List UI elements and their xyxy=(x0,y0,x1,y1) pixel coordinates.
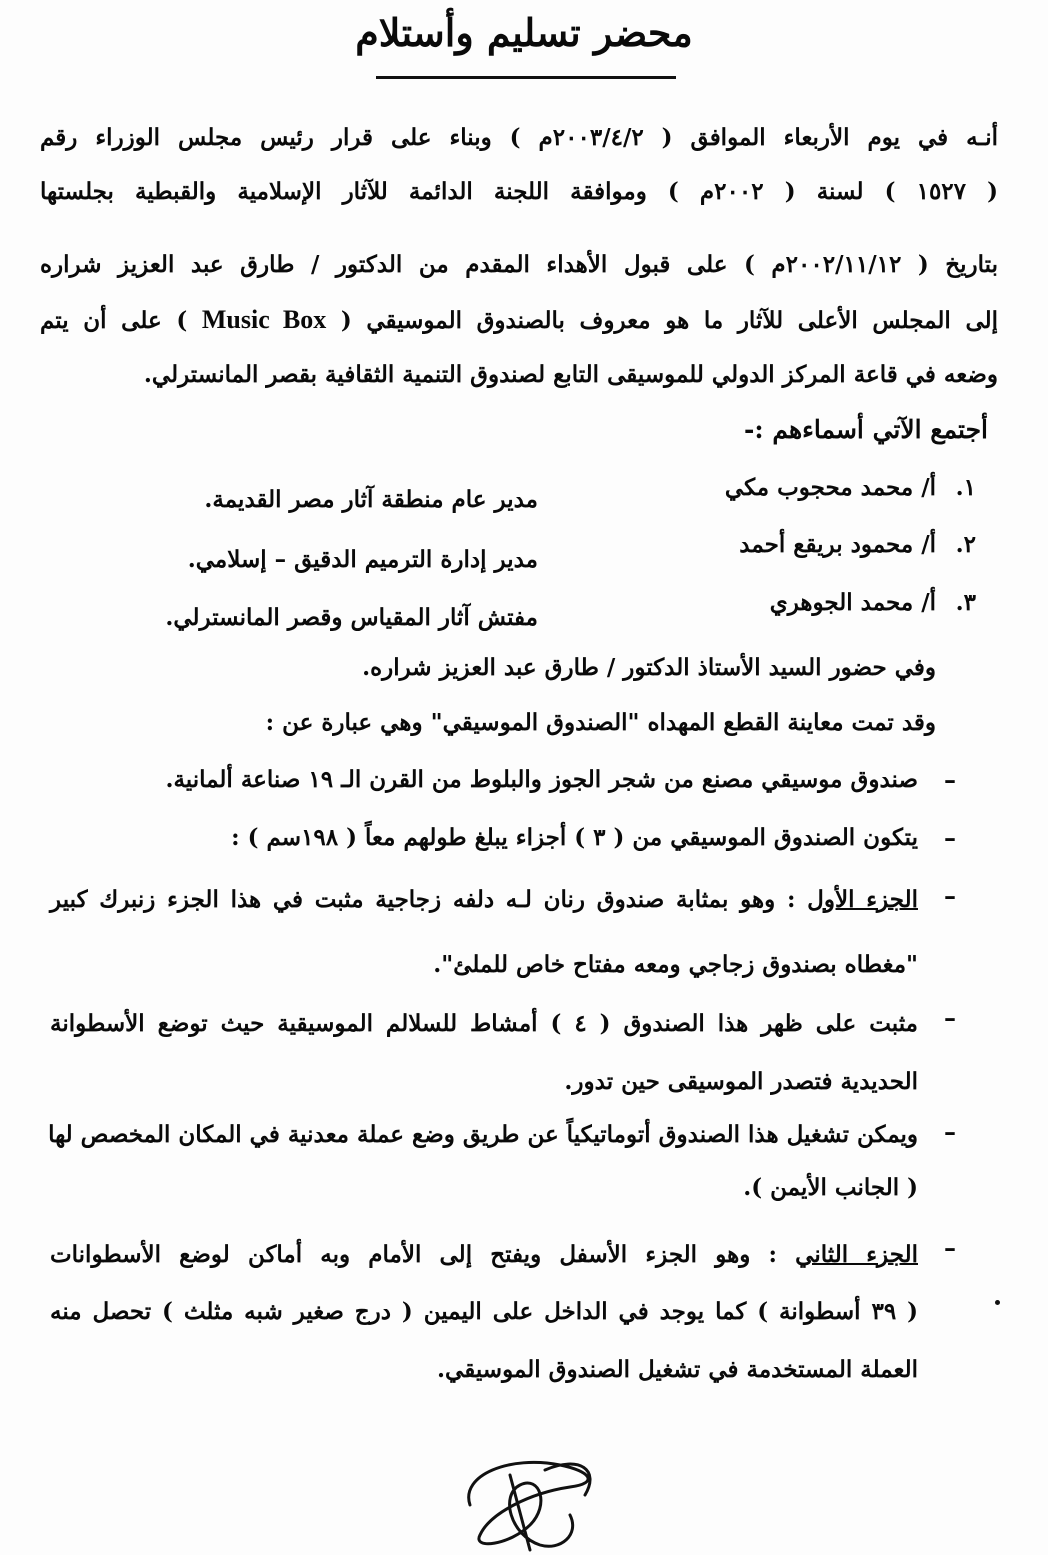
document-title: محضر تسليم وأستلام xyxy=(355,10,693,55)
inspection-line: وقد تمت معاينة القطع المهداه "الصندوق الموسيقي" وهي عبارة عن : xyxy=(265,709,936,736)
attendees-heading: أجتمع الآتي أسماءهم :- xyxy=(744,415,988,444)
intro-line-2: ( ١٥٢٧ ) لسنة ( ٢٠٠٢م ) وموافقة اللجنة الدائمة للآثار الإسلامية والقبطية بجلستها xyxy=(40,178,999,205)
part-2-line-2: ( ٣٩ أسطوانة ) كما يوجد في الداخل على اليمين ( درج صغير شبه مثلث ) تحصل منه xyxy=(50,1298,918,1325)
intro-line-1: أنـه في يوم الأربعاء الموافق ( ٢٠٠٣/٤/٢م ) وبناء على قرار رئيس مجلس الوزراء رقم xyxy=(40,124,998,151)
part-2-label: الجزء الثاني xyxy=(795,1241,918,1268)
presence-line: وفي حضور السيد الأستاذ الدكتور / طارق عبد العزيز شراره. xyxy=(362,654,936,681)
item-3-line-1: مثبت على ظهر هذا الصندوق ( ٤ ) أمشاط للسلالم الموسيقية حيث توضع الأسطوانة xyxy=(50,1010,919,1037)
attendee-role: مدير إدارة الترميم الدقيق – إسلامي. xyxy=(187,546,538,573)
item-4-line-1: ويمكن تشغيل هذا الصندوق أتوماتيكياً عن طريق وضع عملة معدنية في المكان المخصص لها xyxy=(48,1121,918,1148)
part-2-line-1 xyxy=(50,1235,918,1275)
part-1-text: : وهو بمثابة صندوق رنان لـه دلفه زجاجية مثبت في هذا الجزء زنبرك كبير xyxy=(50,886,796,913)
item-4-line-2: ( الجانب الأيمن ). xyxy=(743,1174,918,1201)
part-1-line-2: "مغطاه بصندوق زجاجي ومعه مفتاح خاص للملئ". xyxy=(433,951,918,978)
part-1-label: الجزء الأول xyxy=(807,886,918,913)
item-2: يتكون الصندوق الموسيقي من ( ٣ ) أجزاء يبلغ طولهم معاً ( ١٩٨سم ) : xyxy=(231,824,918,851)
ink-dot xyxy=(995,1300,1000,1305)
signature xyxy=(450,1435,610,1555)
bullet-dash: – xyxy=(944,1003,956,1032)
intro-line-4-start: إلى المجلس الأعلى للآثار ما هو معروف بالصندوق الموسيقي ( xyxy=(340,307,999,334)
intro-line-5: وضعه في قاعة المركز الدولي للموسيقى التابع لصندوق التنمية الثقافية بقصر المانسترلي. xyxy=(143,361,998,388)
part-2-line-3: العملة المستخدمة في تشغيل الصندوق الموسيقي. xyxy=(437,1356,918,1383)
bullet-dash: – xyxy=(944,765,956,794)
attendee-name: أ/ محمد الجوهري xyxy=(769,589,936,616)
intro-line-4-end: ) على أن يتم xyxy=(40,307,188,334)
attendee-number: ٣. xyxy=(955,589,976,616)
intro-line-3: بتاريخ ( ٢٠٠٢/١١/١٢م ) على قبول الأهداء المقدم من الدكتور / طارق عبد العزيز شراره xyxy=(40,251,998,278)
bullet-dash: – xyxy=(944,823,956,852)
attendee-role: مدير عام منطقة آثار مصر القديمة. xyxy=(204,486,538,513)
music-box-term: Music Box xyxy=(201,305,327,334)
bullet-dash: – xyxy=(944,1117,956,1146)
part-1-line-1 xyxy=(50,880,918,920)
attendee-name: أ/ محمود بريقع أحمد xyxy=(739,531,936,558)
item-1: صندوق موسيقي مصنع من شجر الجوز والبلوط من القرن الـ ١٩ صناعة ألمانية. xyxy=(165,766,918,793)
part-2-text: : وهو الجزء الأسفل ويفتح إلى الأمام وبه أماكن لوضع الأسطوانات xyxy=(50,1241,777,1268)
bullet-dash: – xyxy=(944,881,956,910)
intro-line-4 xyxy=(40,300,998,341)
title-underline xyxy=(376,76,676,79)
bullet-dash: – xyxy=(944,1233,956,1262)
item-3-line-2: الحديدية فتصدر الموسيقى حين تدور. xyxy=(564,1068,918,1095)
attendee-number: ٢. xyxy=(955,531,976,558)
attendee-role: مفتش آثار المقياس وقصر المانسترلي. xyxy=(165,604,538,631)
attendee-name: أ/ محمد محجوب مكي xyxy=(724,474,936,501)
attendee-number: ١. xyxy=(955,474,976,501)
